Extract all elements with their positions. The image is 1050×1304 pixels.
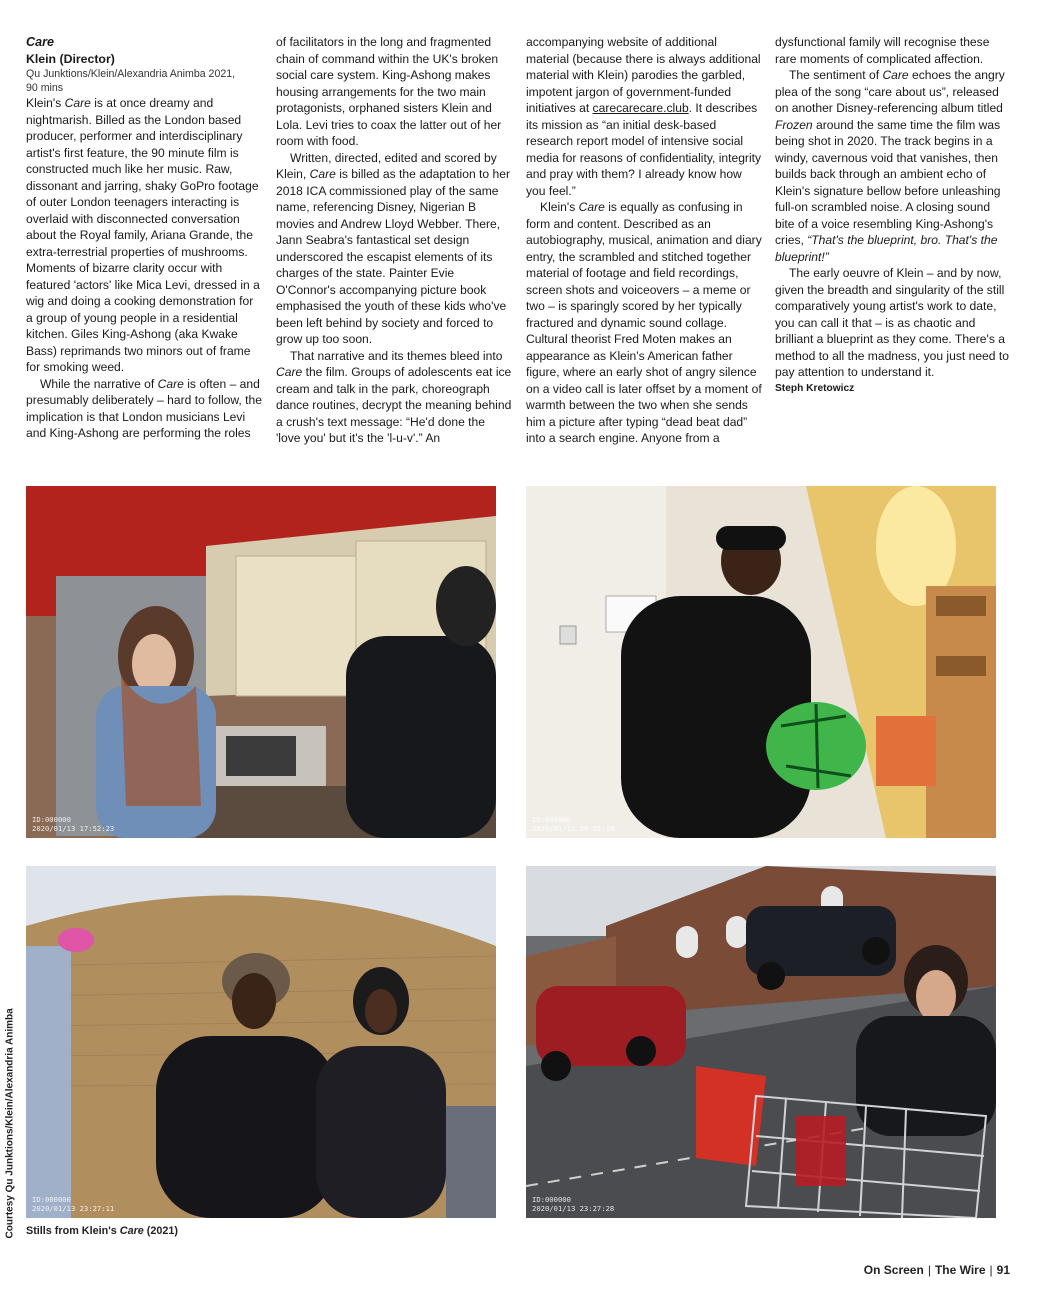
film-still-kitchen xyxy=(26,486,496,838)
paragraph-3: Written, directed, edited and scored by Klein, Care is billed as the adaptation to her 2018 ICA commissioned play of the same name, referencing Disney, Nigerian B movies and Andrew Lloyd Webber. There, Jann Seabra's fantastical set design underscored the escapist elements of its charges of the state. Painter Evie O'Connor's accompanying picture book emphasised the youth of these kids who've been left behind by society and forced to grow up too soon. xyxy=(276,150,510,346)
page-number: 91 xyxy=(996,1263,1010,1277)
page-folio: On Screen | The Wire | 91 xyxy=(863,1263,1010,1277)
still-timestamp: ID:000000 2020/01/13 20:55:18 xyxy=(532,815,615,833)
brick-wall-scene-image xyxy=(26,866,496,1218)
column-3 xyxy=(526,34,762,447)
football-scene-image xyxy=(526,486,996,838)
paragraph-7: The early oeuvre of Klein – and by now, given the breadth and singularity of the still comparatively young artist's work to date, you can call it that – is as chaotic and brilliant a blueprint as they come. There's a method to all the madness, you just need to pay attention to understand it. xyxy=(775,266,1009,379)
paragraph-4: That narrative and its themes bleed into Care the film. Groups of adolescents eat ice cream and talk in the park, choreograph dance routines, decrypt the meaning behind a crush's text message: “He'd done the 'love you' but it's the 'l-u-v'.” An xyxy=(276,348,512,445)
paragraph-2: of facilitators in the long and fragmented chain of command within the UK's broken social care system. King-Ashong makes housing arrangements for the two main protagonists, orphaned sisters Klein and Lola. Levi tries to coax the latter out of her room with food. xyxy=(276,35,502,148)
column-4 xyxy=(775,34,1011,397)
paragraph-5: Klein's Care is equally as confusing in form and content. Described as an autobiography, musical, animation and diary entry, the scrambled and stitched together material of footage and field recordings, screen shots and voiceovers – a meme or two – is sparingly scored by her typically fractured and dynamic sound collage. Cultural theorist Fred Moten makes an appearance as Klein's American father figure, where an early shot of angry silence on a video call is later offset by a moment of warmth between the two when she sends him a picture after typing “dead beat dad” into a search engine. Anyone from a xyxy=(526,200,762,445)
street-trolley-scene-image xyxy=(526,866,996,1218)
folio-section: On Screen xyxy=(863,1263,924,1277)
film-still-brick-wall xyxy=(26,866,496,1218)
paragraph-1: Klein's Care is at once dreamy and nightmarish. Billed as the London based producer, performer and interdisciplinary artist's first feature, the 90 minute film is constructed much like her music. Raw, dissonant and jarring, shaky GoPro footage of outer London teenagers interacting is overlaid with disconnected conversation about the Royal family, Ariana Grande, the extra-terrestrial properties of mushrooms. Moments of bizarre clarity occur with featured 'actors' like Mica Levi, dressed in a wig and doing a cooking demonstration for a group of young people in a residential kitchen. Giles King-Ashong (aka Kwake Bass) reprimands two minors out of frame for smoking weed. xyxy=(26,96,260,374)
review-title: Care xyxy=(26,35,55,49)
still-timestamp: ID:000000 2020/01/13 23:27:28 xyxy=(532,1195,615,1213)
film-still-trolley xyxy=(526,866,996,1218)
still-timestamp: ID:000000 2020/01/13 17:52:23 xyxy=(32,815,115,833)
review-credit-line: Qu Junktions/Klein/Alexandria Animba 2021, xyxy=(26,68,236,80)
paragraph-6: The sentiment of Care echoes the angry plea of the song “care about us”, released on another Disney-referencing album titled Frozen around the same time the film was being shot in 2020. The track begins in a windy, cavernous void that vanishes, then builds back through an ambient echo of Klein's signature bellow before unleashing full-on scrambled noise. A closing sound bite of a voice resembling King-Ashong's cries, “That's the blueprint, bro. That's the blueprint!” xyxy=(775,68,1005,264)
still-timestamp: ID:000000 2020/01/13 23:27:11 xyxy=(32,1195,115,1213)
review-duration: 90 mins xyxy=(26,82,64,94)
film-still-football xyxy=(526,486,996,838)
review-author: Steph Kretowicz xyxy=(775,382,855,394)
column-1 xyxy=(26,34,262,442)
review-byline: Klein (Director) xyxy=(26,51,115,66)
stills-caption: Stills from Klein's Care (2021) xyxy=(26,1225,178,1237)
paragraph-4: accompanying website of additional material (because there is always additional material with Klein) parodies the garbled, impotent jargon of government-funded initiatives at carecarecare.club. It describes its mission as “an initial desk-based research report model of intensive social media for reasons of confidentiality, integrity and pray with them? I already know how you feel.” xyxy=(526,35,762,198)
website-link[interactable]: carecarecare.club xyxy=(592,101,689,115)
column-2 xyxy=(276,34,512,447)
paragraph-2: While the narrative of Care is often – and presumably deliberately – hard to follow, the implication is that London musicians Levi and King-Ashong are performing the roles xyxy=(26,376,262,440)
paragraph-5: dysfunctional family will recognise these rare moments of complicated affection. xyxy=(775,35,990,66)
folio-magazine: The Wire xyxy=(934,1263,986,1277)
kitchen-scene-image xyxy=(26,486,496,838)
photo-credit: Courtesy Qu Junktions/Klein/Alexandria Animba xyxy=(4,1008,16,1239)
